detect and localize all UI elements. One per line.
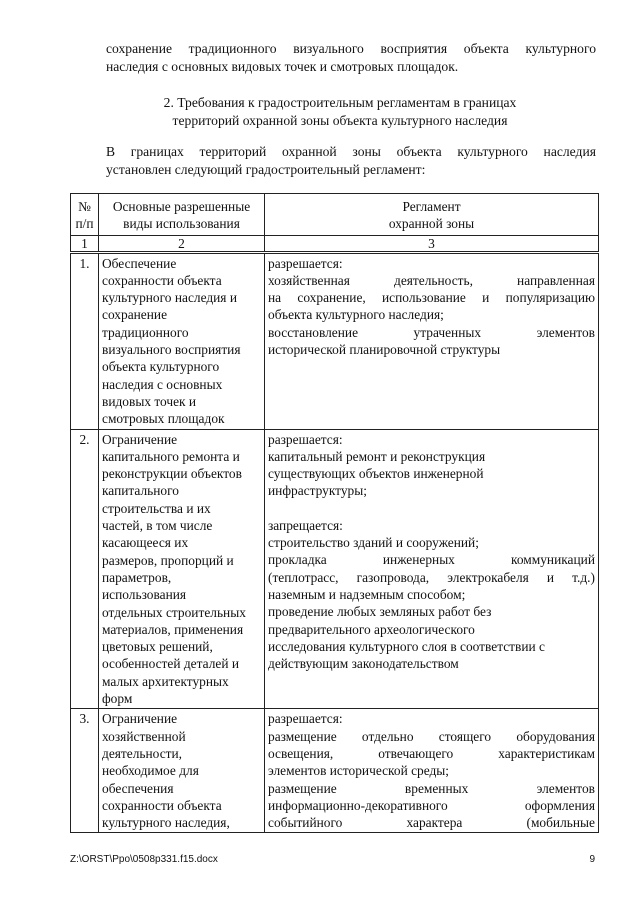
header-regulation-line-1: Регламент: [402, 199, 461, 214]
row-regulation-cell: [265, 429, 599, 709]
regulation-line: капитальный ремонт и реконструкция: [268, 448, 486, 464]
use-line: касающееся их: [102, 535, 189, 551]
use-line: Ограничение: [102, 711, 178, 727]
section-heading-line-2: территорий охранной зоны объекта культурного наследия: [172, 113, 508, 128]
row-regulation-cell: [265, 709, 599, 833]
use-line: смотровых площадок: [102, 411, 225, 427]
use-line: визуального восприятия: [102, 342, 241, 358]
regulation-line: освещения, отвечающего характеристикам: [268, 745, 595, 761]
use-line: строительства и их: [102, 500, 211, 516]
use-line: сохранности объекта: [102, 272, 222, 288]
intro-paragraph: [70, 40, 596, 76]
row-use-cell: [99, 709, 265, 833]
regulation-line: разрешается:: [268, 255, 343, 271]
regulation-line: элементов исторической среды;: [268, 763, 450, 779]
lead-line-2: установлен следующий градостроительный регламент:: [106, 162, 426, 177]
header-uses: [99, 194, 265, 236]
regulation-table: [70, 193, 599, 833]
section-heading-line-1: 2. Требования к градостроительным регламентам в границах: [163, 95, 517, 110]
use-line: форм: [102, 691, 133, 707]
regulation-line: информационно-декоративного оформления: [268, 797, 595, 813]
column-number-row: [71, 235, 599, 252]
table-header-row: [71, 194, 599, 236]
use-line: капитального ремонта и: [102, 448, 240, 464]
use-line: Обеспечение: [102, 255, 177, 271]
regulation-line: восстановление утраченных элементов: [268, 324, 595, 340]
use-line: материалов, применения: [102, 621, 244, 637]
regulation-line: действующим законодательством: [268, 656, 459, 672]
header-uses-line-1: Основные разрешенные: [112, 199, 251, 214]
table-row: [71, 429, 599, 709]
use-line: видовых точек и: [102, 393, 197, 409]
use-line: отдельных строительных: [102, 604, 246, 620]
header-regulation: [265, 194, 599, 236]
use-line: цветовых решений,: [102, 639, 213, 655]
use-line: культурного наследия и: [102, 290, 237, 306]
table-body: [71, 252, 599, 833]
regulation-line: разрешается:: [268, 431, 343, 447]
use-line: необходимое для: [102, 763, 199, 779]
use-line: малых архитектурных: [102, 673, 229, 689]
footer-page-number: 9: [589, 854, 595, 865]
use-line: частей, в том числе: [102, 518, 213, 534]
regulation-line: исследования культурного слоя в соответствии с: [268, 638, 545, 654]
header-number-line-2: п/п: [75, 216, 94, 232]
use-line: сохранности объекта: [102, 797, 222, 813]
regulation-line: проведение любых земляных работ без: [268, 604, 492, 620]
regulation-line: (теплотрасс, газопровода, электрокабеля и т.д.): [268, 569, 595, 585]
intro-line-2: наследия с основных видовых точек и смотровых площадок.: [106, 59, 459, 74]
regulation-line: размещение отдельно стоящего оборудования: [268, 728, 595, 744]
use-line: объекта культурного: [102, 359, 220, 375]
header-number-line-1: №: [78, 199, 91, 214]
regulation-line: строительство зданий и сооружений;: [268, 535, 479, 551]
column-number-1: 1: [71, 235, 99, 252]
use-line: Ограничение: [102, 431, 178, 447]
use-line: реконструкции объектов: [102, 466, 242, 482]
regulation-gap: [268, 500, 595, 517]
use-line: деятельности,: [102, 745, 183, 761]
column-number-3: 3: [265, 235, 599, 252]
header-number: [71, 194, 99, 236]
column-number-2: 2: [99, 235, 265, 252]
lead-paragraph: [70, 143, 596, 179]
regulation-line: хозяйственная деятельность, направленная: [268, 272, 595, 288]
use-line: капитального: [102, 483, 179, 499]
table-row: [71, 709, 599, 833]
use-line: параметров,: [102, 569, 172, 585]
use-line: традиционного: [102, 324, 189, 340]
regulation-line: инфраструктуры;: [268, 483, 367, 499]
regulation-line: разрешается:: [268, 711, 343, 727]
row-regulation-cell: [265, 252, 599, 429]
header-uses-line-2: виды использования: [123, 216, 240, 232]
row-use-cell: [99, 429, 265, 709]
row-number: 2.: [71, 429, 99, 709]
row-use-cell: [99, 252, 265, 429]
regulation-line: прокладка инженерных коммуникаций: [268, 552, 595, 568]
use-line: культурного наследия,: [102, 815, 230, 831]
use-line: наследия с основных: [102, 376, 223, 392]
use-line: размеров, пропорций и: [102, 552, 234, 568]
regulation-line: предварительного археологического: [268, 621, 475, 637]
intro-line-1: сохранение традиционного визуального восприятия объекта культурного: [106, 41, 596, 56]
use-line: особенностей деталей и: [102, 656, 239, 672]
regulation-line: исторической планировочной структуры: [268, 342, 501, 358]
regulation-line: существующих объектов инженерной: [268, 466, 484, 482]
footer-file-path: Z:\ORST\Ppo\0508p331.f15.docx: [70, 854, 218, 865]
use-line: сохранение: [102, 307, 168, 323]
lead-line-1: В границах территорий охранной зоны объекта культурного наследия: [106, 144, 596, 159]
header-regulation-line-2: охранной зоны: [388, 216, 475, 232]
row-number: 1.: [71, 252, 99, 429]
row-number: 3.: [71, 709, 99, 833]
use-line: обеспечения: [102, 780, 174, 796]
regulation-line: объекта культурного наследия;: [268, 307, 444, 323]
use-line: использования: [102, 587, 187, 603]
regulation-line: размещение временных элементов: [268, 780, 595, 796]
regulation-line: событийного характера (мобильные: [268, 815, 595, 831]
regulation-line: запрещается:: [268, 517, 343, 533]
use-line: хозяйственной: [102, 728, 186, 744]
regulation-line: наземным и надземным способом;: [268, 586, 466, 602]
section-heading: [70, 94, 610, 130]
regulation-line: на сохранение, использование и популяризацию: [268, 290, 595, 306]
table-row: [71, 252, 599, 429]
